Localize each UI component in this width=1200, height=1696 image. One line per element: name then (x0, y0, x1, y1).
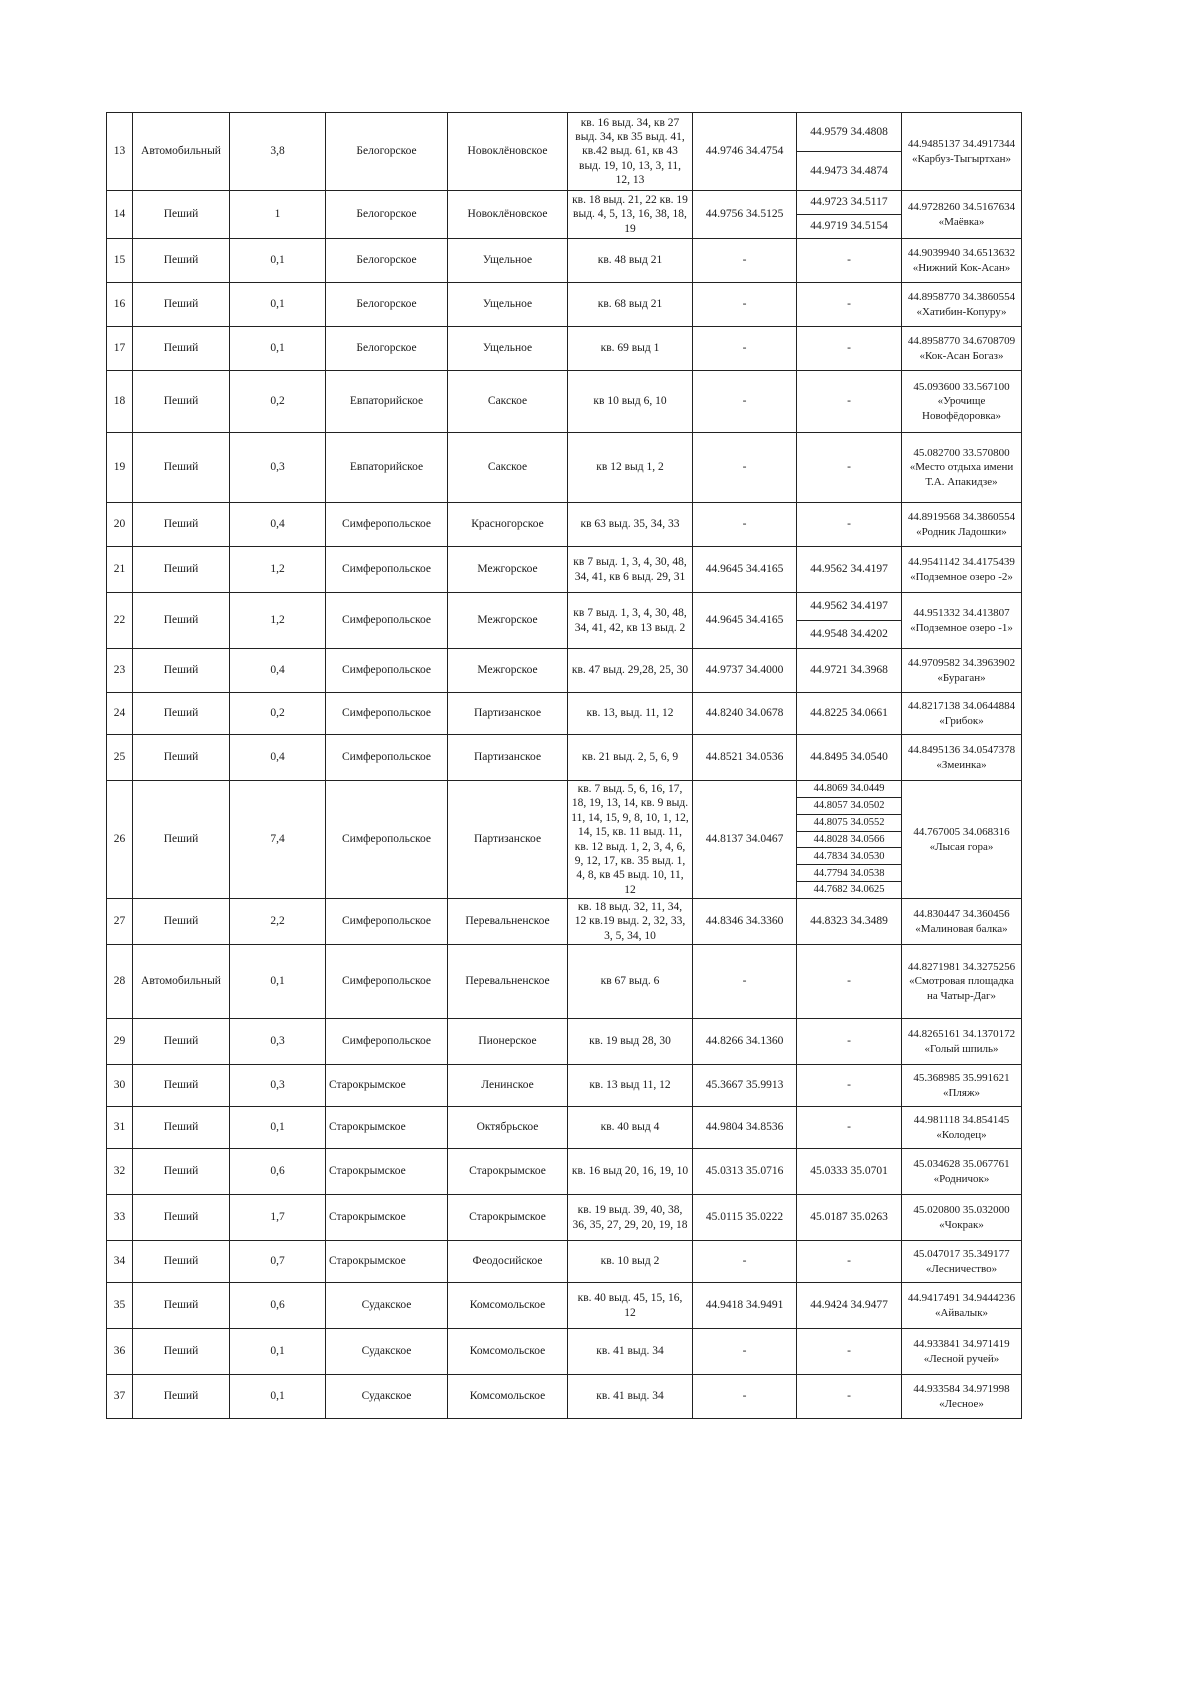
object-cell: 44.9039940 34.6513632 «Нижний Кок-Асан» (902, 239, 1022, 283)
start-coords-cell: 44.8240 34.0678 (693, 693, 797, 735)
route-type-cell: Пеший (133, 1329, 230, 1375)
table-row (107, 1329, 1022, 1375)
row-number-cell: 21 (107, 547, 133, 593)
end-coords-cell: 44.9562 34.4197 (797, 547, 902, 593)
start-coords-cell: 45.3667 35.9913 (693, 1065, 797, 1107)
table-row (107, 433, 1022, 503)
route-type-cell: Пеший (133, 371, 230, 433)
length-cell: 0,4 (230, 503, 326, 547)
length-cell: 1,2 (230, 547, 326, 593)
route-type-cell: Пеший (133, 899, 230, 945)
table-row (107, 1149, 1022, 1195)
object-cell: 44.8217138 34.0644884 «Грибок» (902, 693, 1022, 735)
length-cell: 0,3 (230, 433, 326, 503)
quarters-cell: кв. 16 выд. 34, кв 27 выд. 34, кв 35 выд. 41, кв.42 выд. 61, кв 43 выд. 19, 10, 13, 3, 11, 12, 13 (568, 113, 693, 191)
quarters-cell: кв. 19 выд. 39, 40, 38, 36, 35, 27, 29, 20, 19, 18 (568, 1195, 693, 1241)
object-cell: 44.933841 34.971419 «Лесной ручей» (902, 1329, 1022, 1375)
forestry-cell: Белогорское (326, 283, 448, 327)
end-coords-cell: 44.7834 34.0530 (797, 848, 902, 865)
route-type-cell: Пеший (133, 1107, 230, 1149)
end-coords-cell: 44.9562 34.4197 (797, 593, 902, 621)
object-cell: 44.981118 34.854145 «Колодец» (902, 1107, 1022, 1149)
district-cell: Межгорское (448, 649, 568, 693)
row-number-cell: 35 (107, 1283, 133, 1329)
forestry-cell: Белогорское (326, 191, 448, 239)
table-row (107, 1019, 1022, 1065)
object-cell: 44.9417491 34.9444236 «Айвалык» (902, 1283, 1022, 1329)
object-cell: 44.9541142 34.4175439 «Подземное озеро -2» (902, 547, 1022, 593)
object-cell: 44.933584 34.971998 «Лесное» (902, 1375, 1022, 1419)
start-coords-cell: - (693, 1241, 797, 1283)
end-coords-cell: - (797, 1065, 902, 1107)
district-cell: Ленинское (448, 1065, 568, 1107)
row-number-cell: 20 (107, 503, 133, 547)
district-cell: Феодосийское (448, 1241, 568, 1283)
object-cell: 44.9485137 34.4917344 «Карбуз-Тыгыртхан» (902, 113, 1022, 191)
row-number-cell: 26 (107, 781, 133, 899)
length-cell: 0,1 (230, 327, 326, 371)
object-cell: 44.767005 34.068316 «Лысая гора» (902, 781, 1022, 899)
forestry-cell: Симферопольское (326, 547, 448, 593)
start-coords-cell: 44.9737 34.4000 (693, 649, 797, 693)
start-coords-cell: 44.9645 34.4165 (693, 593, 797, 649)
end-coords-cell: 44.9548 34.4202 (797, 621, 902, 649)
district-cell: Красногорское (448, 503, 568, 547)
row-number-cell: 28 (107, 945, 133, 1019)
district-cell: Межгорское (448, 593, 568, 649)
forestry-cell: Белогорское (326, 327, 448, 371)
table-row (107, 283, 1022, 327)
table-row (107, 781, 1022, 798)
end-coords-cell: - (797, 1107, 902, 1149)
route-type-cell: Пеший (133, 1065, 230, 1107)
start-coords-cell: - (693, 1375, 797, 1419)
length-cell: 0,6 (230, 1283, 326, 1329)
row-number-cell: 33 (107, 1195, 133, 1241)
row-number-cell: 29 (107, 1019, 133, 1065)
end-coords-cell: 44.8225 34.0661 (797, 693, 902, 735)
quarters-cell: кв. 16 выд 20, 16, 19, 10 (568, 1149, 693, 1195)
district-cell: Партизанское (448, 693, 568, 735)
end-coords-cell: 44.9723 34.5117 (797, 191, 902, 215)
quarters-cell: кв. 19 выд 28, 30 (568, 1019, 693, 1065)
forestry-cell: Старокрымское (326, 1065, 448, 1107)
start-coords-cell: 44.9756 34.5125 (693, 191, 797, 239)
district-cell: Ущельное (448, 327, 568, 371)
forestry-cell: Старокрымское (326, 1149, 448, 1195)
end-coords-cell: - (797, 1375, 902, 1419)
end-coords-cell: 45.0333 35.0701 (797, 1149, 902, 1195)
end-coords-cell: - (797, 1329, 902, 1375)
object-cell: 45.047017 35.349177 «Лесничество» (902, 1241, 1022, 1283)
object-cell: 44.8958770 34.6708709 «Кок-Асан Богаз» (902, 327, 1022, 371)
end-coords-cell: 44.8057 34.0502 (797, 797, 902, 814)
district-cell: Пионерское (448, 1019, 568, 1065)
end-coords-cell: - (797, 327, 902, 371)
table-body (107, 113, 1022, 1419)
district-cell: Октябрьское (448, 1107, 568, 1149)
quarters-cell: кв 12 выд 1, 2 (568, 433, 693, 503)
table-row (107, 239, 1022, 283)
forestry-cell: Симферопольское (326, 899, 448, 945)
row-number-cell: 27 (107, 899, 133, 945)
route-type-cell: Пеший (133, 1019, 230, 1065)
end-coords-cell: 44.8323 34.3489 (797, 899, 902, 945)
district-cell: Сакское (448, 433, 568, 503)
object-cell: 44.9709582 34.3963902 «Бураган» (902, 649, 1022, 693)
route-type-cell: Пеший (133, 327, 230, 371)
end-coords-cell: 44.9579 34.4808 (797, 113, 902, 152)
object-cell: 44.951332 34.413807 «Подземное озеро -1» (902, 593, 1022, 649)
table-row (107, 547, 1022, 593)
quarters-cell: кв. 41 выд. 34 (568, 1329, 693, 1375)
length-cell: 0,3 (230, 1065, 326, 1107)
length-cell: 0,1 (230, 1329, 326, 1375)
object-cell: 45.020800 35.032000 «Чокрак» (902, 1195, 1022, 1241)
length-cell: 1,2 (230, 593, 326, 649)
length-cell: 0,2 (230, 371, 326, 433)
quarters-cell: кв. 13 выд 11, 12 (568, 1065, 693, 1107)
district-cell: Новоклёновское (448, 191, 568, 239)
row-number-cell: 37 (107, 1375, 133, 1419)
row-number-cell: 25 (107, 735, 133, 781)
forestry-cell: Симферопольское (326, 735, 448, 781)
start-coords-cell: 44.9418 34.9491 (693, 1283, 797, 1329)
start-coords-cell: 44.8346 34.3360 (693, 899, 797, 945)
district-cell: Партизанское (448, 735, 568, 781)
district-cell: Ущельное (448, 239, 568, 283)
quarters-cell: кв. 69 выд 1 (568, 327, 693, 371)
forestry-cell: Старокрымское (326, 1107, 448, 1149)
quarters-cell: кв. 18 выд. 21, 22 кв. 19 выд. 4, 5, 13, 16, 38, 18, 19 (568, 191, 693, 239)
district-cell: Сакское (448, 371, 568, 433)
table-row (107, 1283, 1022, 1329)
district-cell: Комсомольское (448, 1375, 568, 1419)
table-row (107, 1065, 1022, 1107)
row-number-cell: 16 (107, 283, 133, 327)
route-type-cell: Пеший (133, 1375, 230, 1419)
length-cell: 0,1 (230, 239, 326, 283)
row-number-cell: 19 (107, 433, 133, 503)
table-row (107, 593, 1022, 621)
route-type-cell: Пеший (133, 433, 230, 503)
object-cell: 44.8495136 34.0547378 «Змеинка» (902, 735, 1022, 781)
forestry-cell: Симферопольское (326, 693, 448, 735)
quarters-cell: кв 7 выд. 1, 3, 4, 30, 48, 34, 41, кв 6 выд. 29, 31 (568, 547, 693, 593)
forestry-cell: Белогорское (326, 239, 448, 283)
route-type-cell: Пеший (133, 283, 230, 327)
quarters-cell: кв. 40 выд. 45, 15, 16, 12 (568, 1283, 693, 1329)
forestry-cell: Старокрымское (326, 1241, 448, 1283)
table-row (107, 899, 1022, 945)
object-cell: 44.830447 34.360456 «Малиновая балка» (902, 899, 1022, 945)
route-type-cell: Автомобильный (133, 113, 230, 191)
row-number-cell: 15 (107, 239, 133, 283)
route-type-cell: Пеший (133, 547, 230, 593)
object-cell: 44.8265161 34.1370172 «Голый шпиль» (902, 1019, 1022, 1065)
forestry-cell: Симферопольское (326, 1019, 448, 1065)
object-cell: 45.034628 35.067761 «Родничок» (902, 1149, 1022, 1195)
forestry-cell: Симферопольское (326, 503, 448, 547)
start-coords-cell: 44.9804 34.8536 (693, 1107, 797, 1149)
quarters-cell: кв. 68 выд 21 (568, 283, 693, 327)
forestry-cell: Судакское (326, 1375, 448, 1419)
end-coords-cell: - (797, 1241, 902, 1283)
district-cell: Комсомольское (448, 1283, 568, 1329)
object-cell: 45.082700 33.570800 «Место отдыха имени Т.А. Апакидзе» (902, 433, 1022, 503)
quarters-cell: кв. 40 выд 4 (568, 1107, 693, 1149)
district-cell: Межгорское (448, 547, 568, 593)
end-coords-cell: 44.8028 34.0566 (797, 831, 902, 848)
row-number-cell: 30 (107, 1065, 133, 1107)
quarters-cell: кв. 47 выд. 29,28, 25, 30 (568, 649, 693, 693)
table-row (107, 1375, 1022, 1419)
district-cell: Старокрымское (448, 1149, 568, 1195)
start-coords-cell: - (693, 327, 797, 371)
forestry-cell: Евпаторийское (326, 371, 448, 433)
row-number-cell: 24 (107, 693, 133, 735)
end-coords-cell: - (797, 371, 902, 433)
route-type-cell: Автомобильный (133, 945, 230, 1019)
start-coords-cell: - (693, 1329, 797, 1375)
end-coords-cell: - (797, 1019, 902, 1065)
route-type-cell: Пеший (133, 191, 230, 239)
end-coords-cell: 44.8069 34.0449 (797, 781, 902, 798)
quarters-cell: кв 10 выд 6, 10 (568, 371, 693, 433)
length-cell: 0,2 (230, 693, 326, 735)
table-row (107, 735, 1022, 781)
end-coords-cell: 44.9473 34.4874 (797, 152, 902, 191)
table-row (107, 371, 1022, 433)
quarters-cell: кв. 41 выд. 34 (568, 1375, 693, 1419)
district-cell: Партизанское (448, 781, 568, 899)
table-row (107, 1195, 1022, 1241)
forestry-cell: Симферопольское (326, 781, 448, 899)
quarters-cell: кв 67 выд. 6 (568, 945, 693, 1019)
table-row (107, 693, 1022, 735)
start-coords-cell: 44.9645 34.4165 (693, 547, 797, 593)
quarters-cell: кв. 7 выд. 5, 6, 16, 17, 18, 19, 13, 14, кв. 9 выд. 11, 14, 15, 9, 8, 10, 1, 12, 14, 15, кв. 11 выд. 11, кв. 12 выд. 1, 2, 3, 4, 6, 9, 12, 17, кв. 35 выд. 1, 4, 8, кв 45 выд. 10, 11, 12 (568, 781, 693, 899)
object-cell: 45.368985 35.991621 «Пляж» (902, 1065, 1022, 1107)
start-coords-cell: - (693, 945, 797, 1019)
row-number-cell: 13 (107, 113, 133, 191)
start-coords-cell: 44.8266 34.1360 (693, 1019, 797, 1065)
start-coords-cell: - (693, 433, 797, 503)
forestry-cell: Симферопольское (326, 945, 448, 1019)
routes-table (106, 112, 1022, 1419)
table-row (107, 113, 1022, 152)
start-coords-cell: 44.9746 34.4754 (693, 113, 797, 191)
length-cell: 2,2 (230, 899, 326, 945)
length-cell: 1 (230, 191, 326, 239)
end-coords-cell: 44.9424 34.9477 (797, 1283, 902, 1329)
length-cell: 0,4 (230, 649, 326, 693)
length-cell: 0,7 (230, 1241, 326, 1283)
forestry-cell: Старокрымское (326, 1195, 448, 1241)
route-type-cell: Пеший (133, 1195, 230, 1241)
route-type-cell: Пеший (133, 781, 230, 899)
row-number-cell: 31 (107, 1107, 133, 1149)
district-cell: Ущельное (448, 283, 568, 327)
route-type-cell: Пеший (133, 649, 230, 693)
object-cell: 45.093600 33.567100 «Урочище Новофёдоровка» (902, 371, 1022, 433)
forestry-cell: Симферопольское (326, 649, 448, 693)
end-coords-cell: 44.8075 34.0552 (797, 814, 902, 831)
object-cell: 44.8958770 34.3860554 «Хатибин-Копуру» (902, 283, 1022, 327)
end-coords-cell: 45.0187 35.0263 (797, 1195, 902, 1241)
start-coords-cell: 45.0115 35.0222 (693, 1195, 797, 1241)
end-coords-cell: - (797, 503, 902, 547)
end-coords-cell: - (797, 433, 902, 503)
table-row (107, 327, 1022, 371)
end-coords-cell: 44.9719 34.5154 (797, 215, 902, 239)
route-type-cell: Пеший (133, 593, 230, 649)
table-row (107, 649, 1022, 693)
length-cell: 0,1 (230, 1107, 326, 1149)
length-cell: 7,4 (230, 781, 326, 899)
length-cell: 0,1 (230, 945, 326, 1019)
row-number-cell: 22 (107, 593, 133, 649)
end-coords-cell: - (797, 283, 902, 327)
quarters-cell: кв. 21 выд. 2, 5, 6, 9 (568, 735, 693, 781)
table-row (107, 191, 1022, 215)
route-type-cell: Пеший (133, 1283, 230, 1329)
length-cell: 0,3 (230, 1019, 326, 1065)
end-coords-cell: 44.7682 34.0625 (797, 882, 902, 899)
route-type-cell: Пеший (133, 693, 230, 735)
start-coords-cell: 44.8521 34.0536 (693, 735, 797, 781)
end-coords-cell: - (797, 239, 902, 283)
forestry-cell: Белогорское (326, 113, 448, 191)
end-coords-cell: 44.9721 34.3968 (797, 649, 902, 693)
row-number-cell: 32 (107, 1149, 133, 1195)
quarters-cell: кв 63 выд. 35, 34, 33 (568, 503, 693, 547)
start-coords-cell: 45.0313 35.0716 (693, 1149, 797, 1195)
end-coords-cell: - (797, 945, 902, 1019)
district-cell: Новоклёновское (448, 113, 568, 191)
forestry-cell: Евпаторийское (326, 433, 448, 503)
length-cell: 1,7 (230, 1195, 326, 1241)
start-coords-cell: - (693, 503, 797, 547)
route-type-cell: Пеший (133, 503, 230, 547)
object-cell: 44.8271981 34.3275256 «Смотровая площадка на Чатыр-Даг» (902, 945, 1022, 1019)
forestry-cell: Судакское (326, 1329, 448, 1375)
quarters-cell: кв. 13, выд. 11, 12 (568, 693, 693, 735)
start-coords-cell: - (693, 283, 797, 327)
table-row (107, 945, 1022, 1019)
object-cell: 44.9728260 34.5167634 «Маёвка» (902, 191, 1022, 239)
district-cell: Комсомольское (448, 1329, 568, 1375)
quarters-cell: кв 7 выд. 1, 3, 4, 30, 48, 34, 41, 42, кв 13 выд. 2 (568, 593, 693, 649)
quarters-cell: кв. 48 выд 21 (568, 239, 693, 283)
route-type-cell: Пеший (133, 1149, 230, 1195)
start-coords-cell: - (693, 239, 797, 283)
start-coords-cell: 44.8137 34.0467 (693, 781, 797, 899)
quarters-cell: кв. 18 выд. 32, 11, 34, 12 кв.19 выд. 2, 32, 33, 3, 5, 34, 10 (568, 899, 693, 945)
row-number-cell: 18 (107, 371, 133, 433)
length-cell: 3,8 (230, 113, 326, 191)
route-type-cell: Пеший (133, 239, 230, 283)
forestry-cell: Симферопольское (326, 593, 448, 649)
row-number-cell: 17 (107, 327, 133, 371)
route-type-cell: Пеший (133, 735, 230, 781)
forestry-cell: Судакское (326, 1283, 448, 1329)
row-number-cell: 23 (107, 649, 133, 693)
district-cell: Перевальненское (448, 899, 568, 945)
route-type-cell: Пеший (133, 1241, 230, 1283)
length-cell: 0,1 (230, 1375, 326, 1419)
table-row (107, 1107, 1022, 1149)
end-coords-cell: 44.7794 34.0538 (797, 865, 902, 882)
district-cell: Старокрымское (448, 1195, 568, 1241)
length-cell: 0,4 (230, 735, 326, 781)
row-number-cell: 34 (107, 1241, 133, 1283)
length-cell: 0,1 (230, 283, 326, 327)
object-cell: 44.8919568 34.3860554 «Родник Ладошки» (902, 503, 1022, 547)
table-row (107, 1241, 1022, 1283)
district-cell: Перевальненское (448, 945, 568, 1019)
row-number-cell: 36 (107, 1329, 133, 1375)
quarters-cell: кв. 10 выд 2 (568, 1241, 693, 1283)
start-coords-cell: - (693, 371, 797, 433)
table-row (107, 503, 1022, 547)
end-coords-cell: 44.8495 34.0540 (797, 735, 902, 781)
length-cell: 0,6 (230, 1149, 326, 1195)
row-number-cell: 14 (107, 191, 133, 239)
